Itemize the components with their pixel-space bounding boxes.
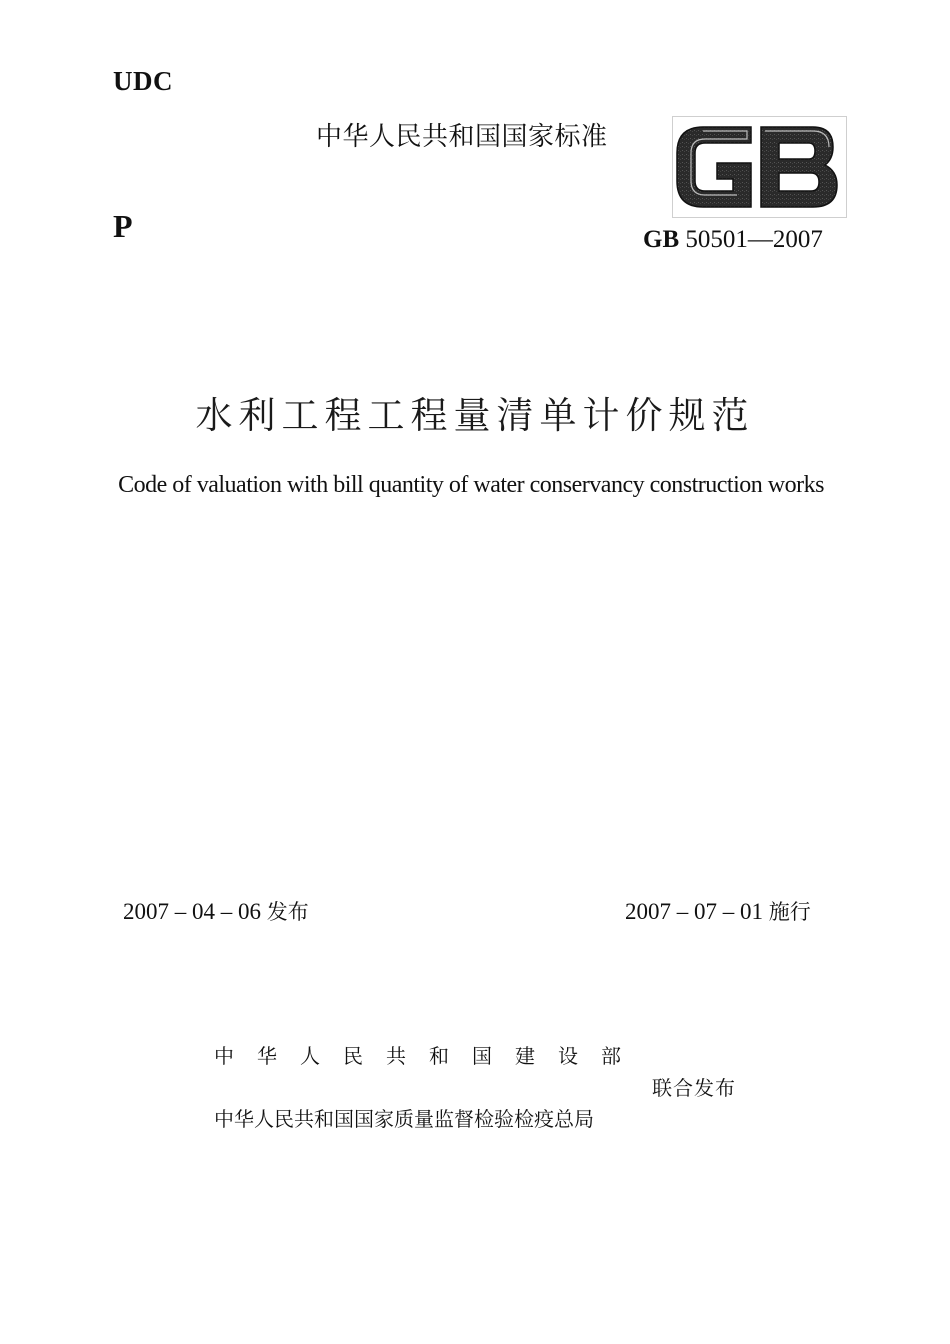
gb-logo <box>672 116 847 218</box>
udc-label: UDC <box>113 66 173 96</box>
issue-date-label: 发布 <box>266 900 309 924</box>
implementation-date-label: 施行 <box>768 900 811 924</box>
joint-issue-label: 联合发布 <box>652 1076 736 1100</box>
classification-code: P <box>113 208 133 244</box>
issue-date-value: 2007 – 04 – 06 <box>123 899 267 924</box>
national-standard-heading: 中华人民共和国国家标准 <box>316 122 608 152</box>
standard-prefix: GB <box>643 226 680 253</box>
issue-date <box>123 896 309 926</box>
standard-number <box>643 226 823 254</box>
implementation-date <box>625 896 811 926</box>
standard-code: 50501—2007 <box>679 226 823 253</box>
gb-logo-icon <box>673 117 846 217</box>
issuer-ministry: 中华人民共和国建设部 <box>214 1044 644 1068</box>
issuer-aqsiq: 中华人民共和国国家质量监督检验检疫总局 <box>214 1107 594 1131</box>
document-title-chinese: 水利工程工程量清单计价规范 <box>195 394 755 437</box>
implementation-date-value: 2007 – 07 – 01 <box>625 899 769 924</box>
document-title-english: Code of valuation with bill quantity of water conservancy construction works <box>118 472 824 498</box>
